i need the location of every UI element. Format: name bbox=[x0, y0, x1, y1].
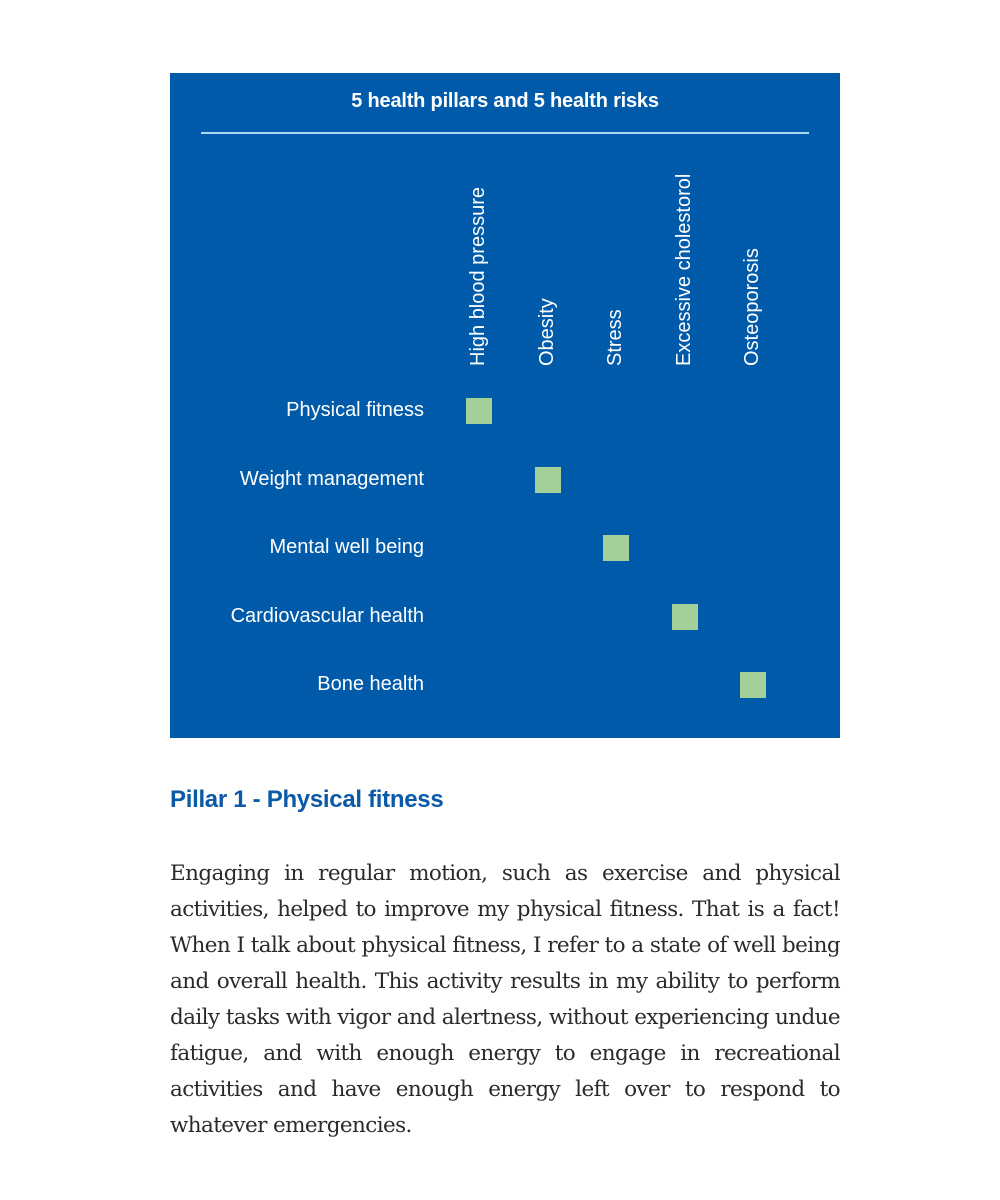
column-header-label: Excessive cholestorol bbox=[672, 173, 695, 366]
column-header-label: Osteoporosis bbox=[741, 248, 764, 366]
column-header-label: Obesity bbox=[535, 298, 558, 366]
column-header-label: High blood pressure bbox=[467, 187, 489, 366]
matrix-marker bbox=[603, 535, 629, 561]
matrix-marker bbox=[672, 604, 698, 630]
matrix-marker bbox=[535, 467, 561, 493]
body-paragraph: Engaging in regular motion, such as exercise and physical activities, helped to improve my physical fitness. That is a fact! When I talk about physical fitness, I refer to a state of well being and overall health. This activity results in my ability to perform daily tasks with vigor and alertness, without experiencing undue fatigue, and with enough energy to engage in recreational activities and have enough energy left over to respond to whatever emergencies. bbox=[170, 861, 840, 1138]
column-header bbox=[603, 106, 629, 366]
column-header bbox=[535, 106, 561, 366]
section-heading: Pillar 1 - Physical fitness bbox=[170, 786, 444, 813]
matrix-marker bbox=[740, 672, 766, 698]
row-label: Physical fitness bbox=[286, 399, 424, 421]
row-label: Cardiovascular health bbox=[230, 604, 424, 627]
matrix-marker bbox=[466, 398, 492, 424]
row-label: Mental well being bbox=[269, 536, 424, 559]
panel-title: 5 health pillars and 5 health risks bbox=[351, 90, 659, 112]
row-label: Bone health bbox=[317, 673, 424, 696]
column-header bbox=[466, 106, 492, 366]
column-header bbox=[672, 106, 698, 366]
title-divider bbox=[201, 132, 809, 134]
column-header-label: Stress bbox=[604, 309, 627, 366]
health-matrix-panel bbox=[170, 73, 840, 738]
row-label: Weight management bbox=[239, 467, 424, 490]
column-header bbox=[740, 106, 766, 366]
